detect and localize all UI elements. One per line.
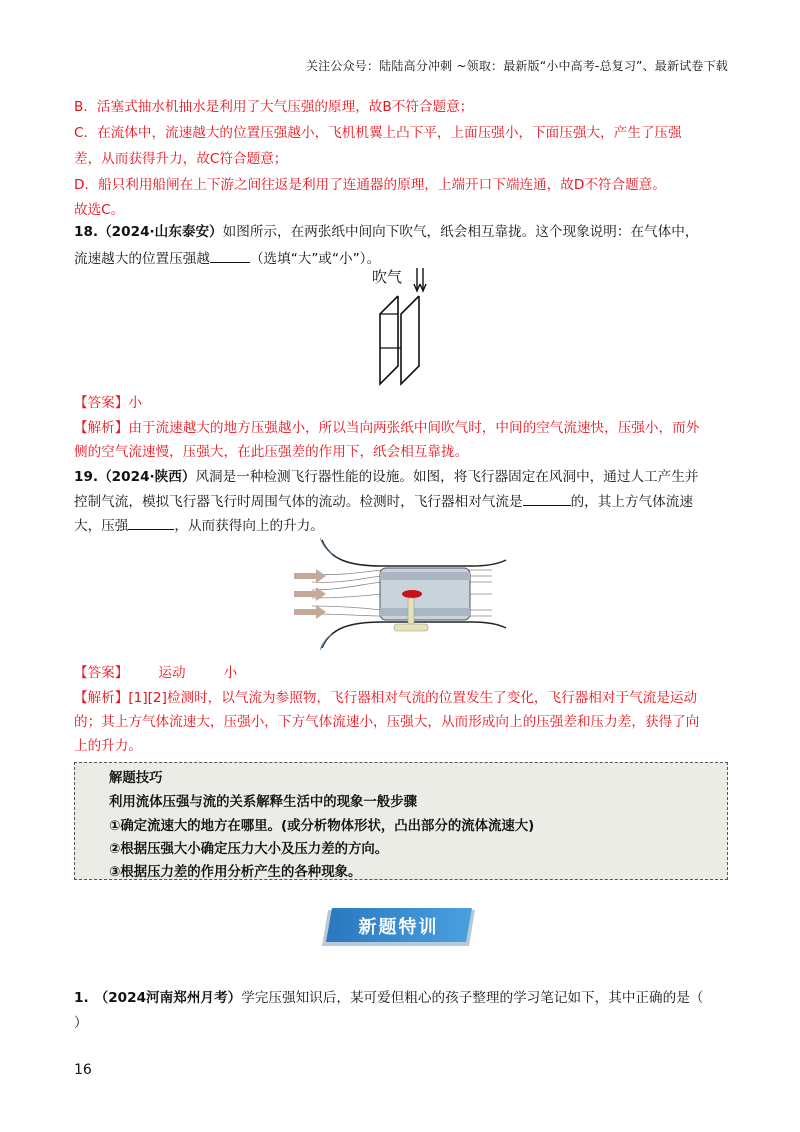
q19-source: （2024·陕西） — [98, 469, 196, 485]
page-number: 16 — [74, 1062, 92, 1078]
q19-line3 — [74, 515, 730, 536]
tips-box — [74, 762, 728, 880]
wind-tunnel-svg — [292, 536, 508, 654]
section-banner — [322, 906, 475, 950]
q19-analysis-tag: 【解析】 — [74, 690, 129, 706]
tunnel-wall-top — [322, 540, 506, 566]
air-arrow-2 — [294, 587, 326, 601]
q19-answer2: 小 — [223, 665, 238, 681]
analysis-option-c-line1: C．在流体中，流速越大的位置压强越小，飞机机翼上凸下平，上面压强小，下面压强大，产生了压强 — [74, 125, 682, 141]
q1-text1: 学完压强知识后，某可爱但粗心的孩子整理的学习笔记如下，其中正确的是（ — [241, 990, 704, 1006]
q18-analysis-tag: 【解析】 — [74, 420, 129, 436]
q18-answer — [74, 393, 730, 413]
q1-number: 1. — [74, 990, 89, 1006]
paper-left — [380, 296, 398, 384]
q19-analysis-line3: 上的升力。 — [74, 738, 142, 754]
q1-line2: ） — [74, 1015, 88, 1031]
model-band-top — [380, 572, 470, 580]
q18-text2b: （选填“大”或“小”）。 — [249, 251, 381, 267]
paper-right — [401, 296, 419, 384]
q19-analysis-line2: 的；其上方气体流速大，压强小，下方气体流速小，压强大，从而形成向上的压强差和压力差，获得了向 — [74, 714, 700, 730]
q19-blank2 — [128, 515, 174, 530]
tips-step3: ③根据压力差的作用分析产生的各种现象。 — [109, 865, 362, 880]
tips-step1: ①确定流速大的地方在哪里。(或分析物体形状，凸出部分的流体流速大) — [109, 819, 535, 834]
q19-analysis-line1 — [74, 688, 730, 708]
q18-text1: 如图所示，在两张纸中间向下吹气，纸会相互靠拢。这个现象说明：在气体中， — [222, 224, 699, 240]
wind-tunnel-figure — [292, 536, 508, 654]
q18-analysis-line2: 侧的空气流速慢，压强大，在此压强差的作用下，纸会相互靠拢。 — [74, 444, 469, 460]
model-band-bottom — [380, 608, 470, 616]
tips-step2: ②根据压强大小确定压力大小及压力差的方向。 — [109, 842, 389, 857]
support-stem — [408, 598, 414, 626]
q19-answer — [74, 663, 730, 683]
q18-line1 — [74, 222, 730, 242]
q18-text2a: 流速越大的位置压强越 — [74, 251, 210, 267]
blow-label: 吹气 — [372, 268, 403, 286]
q19-line1 — [74, 467, 730, 487]
q18-answer-value: 小 — [128, 395, 142, 411]
air-arrow-1 — [294, 569, 326, 583]
q19-text3a: 大，压强 — [74, 518, 129, 534]
q1-line1 — [74, 988, 730, 1008]
q19-answer1: 运动 — [158, 665, 186, 681]
paper-figure-svg — [356, 262, 446, 390]
q18-blank — [210, 248, 250, 263]
analysis-option-d: D．船只利用船闸在上下游之间往返是利用了连通器的原理，上端开口下端连通，故D不符合题意。 — [74, 177, 666, 193]
tips-title: 解题技巧 — [109, 771, 163, 786]
support-base — [394, 624, 428, 631]
q18-source: （2024·山东泰安） — [98, 224, 223, 240]
page-header: 关注公众号：陆陆高分冲刺 ~领取：最新版“小中高考-总复习”、最新试卷下载 — [305, 59, 728, 73]
analysis-option-c-line2: 差，从而获得升力，故C符合题意； — [74, 151, 288, 167]
q1-source: （2024河南郑州月考） — [94, 990, 242, 1006]
analysis-choice: 故选C。 — [74, 202, 125, 218]
tips-subtitle: 利用流体压强与流的关系解释生活中的现象一般步骤 — [109, 795, 417, 810]
q19-analysis1: [1][2]检测时，以气流为参照物，飞行器相对气流的位置发生了变化，飞行器相对于气流是运动 — [128, 690, 698, 706]
q18-number: 18. — [74, 224, 99, 240]
q19-number: 19. — [74, 469, 99, 485]
q19-text2b: 的，其上方气体流速 — [570, 494, 693, 510]
q19-blank1 — [523, 491, 571, 506]
q19-line2 — [74, 491, 730, 512]
q18-answer-tag: 【答案】 — [74, 395, 129, 411]
paper-blow-figure — [356, 262, 446, 390]
q19-answer-tag: 【答案】 — [74, 665, 129, 681]
air-arrows — [294, 569, 326, 619]
air-arrow-3 — [294, 605, 326, 619]
analysis-option-b: B．活塞式抽水机抽水是利用了大气压强的原理，故B不符合题意； — [74, 99, 474, 115]
q19-text3b: ，从而获得向上的升力。 — [174, 518, 324, 534]
q18-analysis-line1 — [74, 418, 730, 438]
wing-model — [402, 590, 422, 598]
q18-analysis1: 由于流速越大的地方压强越小，所以当向两张纸中间吹气时，中间的空气流速快，压强小，而外 — [128, 420, 700, 436]
banner-title: 新题特训 — [358, 917, 439, 938]
q19-text2a: 控制气流，模拟飞行器飞行时周围气体的流动。检测时，飞行器相对气流是 — [74, 494, 523, 510]
q19-text1: 风洞是一种检测飞行器性能的设施。如图，将飞行器固定在风洞中，通过人工产生并 — [195, 469, 699, 485]
